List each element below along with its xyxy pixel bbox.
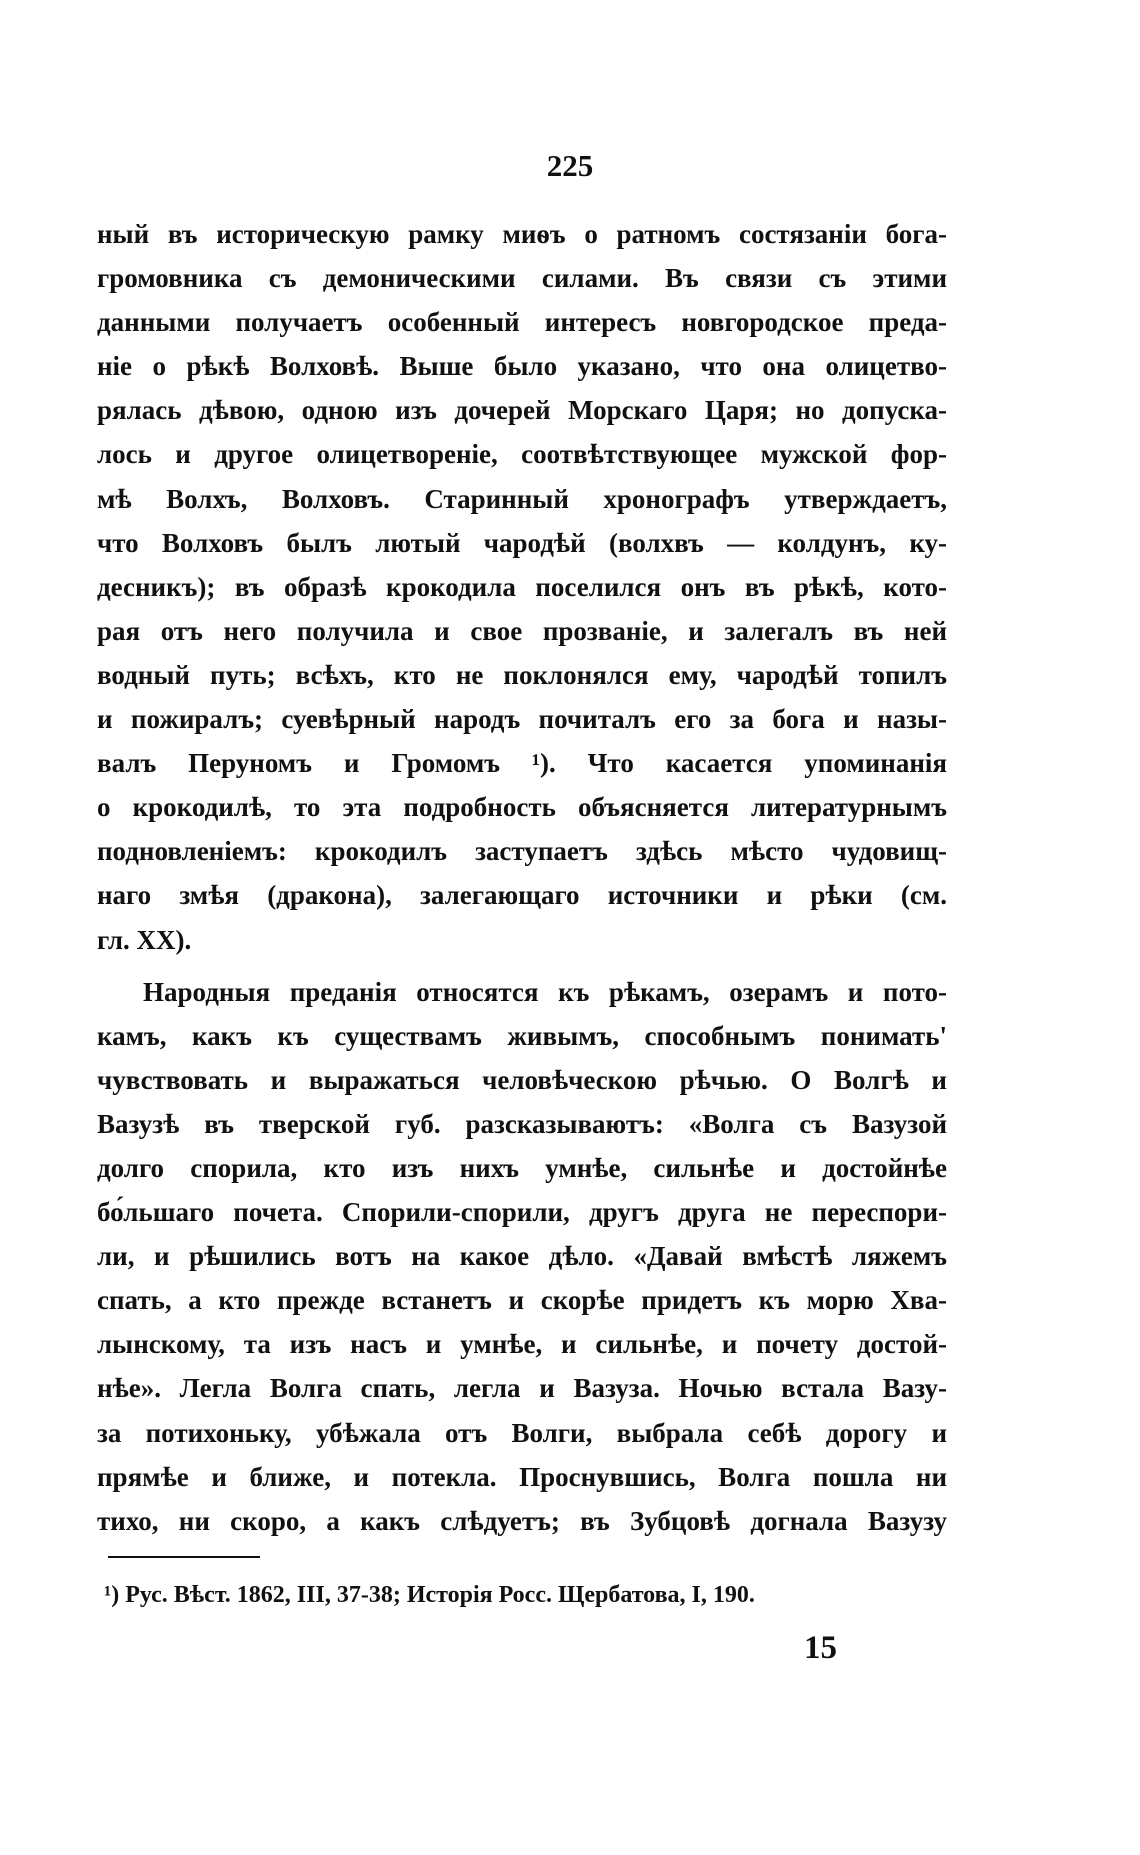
text-line: чувствовать и выражаться человѣческою рѣчью. О Волгѣ и [97,1064,947,1095]
text-line: долго спорила, кто изъ нихъ умнѣе, сильнѣе и достойнѣе [97,1152,947,1183]
text-line: тихо, ни скоро, а какъ слѣдуетъ; въ Зубцовѣ догнала Вазузу [97,1505,947,1536]
text-line: подновленіемъ: крокодилъ заступаетъ здѣсь мѣсто чудовищ- [97,836,947,867]
text-line: данными получаетъ особенный интересъ новгородское преда- [97,307,947,338]
text-line: и пожиралъ; суевѣрный народъ почиталъ его за бога и назы- [97,704,947,735]
text-line: Вазузѣ въ тверской губ. разсказываютъ: «Волга съ Вазузой [97,1108,947,1139]
text-line: громовника съ демоническими силами. Въ связи съ этими [97,263,947,294]
text-line: нѣе». Легла Волга спать, легла и Вазуза. Ночью встала Вазу- [97,1373,947,1404]
page-number: 225 [546,148,594,183]
signature-mark: 15 [804,1630,837,1666]
text-line: о крокодилѣ, то эта подробность объясняется литературнымъ [97,792,947,823]
text-line: прямѣе и ближе, и потекла. Проснувшись, Волга пошла ни [97,1461,947,1492]
paragraph-1 [97,212,947,962]
text-line: ніе о рѣкѣ Волховѣ. Выше было указано, что она олицетво- [97,351,947,382]
text-line: лынскому, та изъ насъ и умнѣе, и сильнѣе, и почету достой- [97,1329,947,1360]
text-line: что Волховъ былъ лютый чародѣй (волхвъ — колдунъ, ку- [97,527,947,558]
text-line: спать, а кто прежде встанетъ и скорѣе придетъ къ морю Хва- [97,1285,947,1316]
text-line: десникъ); въ образѣ крокодила поселился онъ въ рѣкѣ, кото- [97,571,947,602]
text-line: Народныя преданія относятся къ рѣкамъ, озерамъ и пото- [143,976,947,1007]
text-line: водный путь; всѣхъ, кто не поклонялся ему, чародѣй топилъ [97,659,947,690]
text-line: ный въ историческую рамку миѳъ о ратномъ состязаніи бога- [97,219,947,249]
text-line: мѣ Волхъ, Волховъ. Старинный хронографъ утверждаетъ, [97,483,947,514]
text-line: ли, и рѣшились вотъ на какое дѣло. «Давай вмѣстѣ ляжемъ [97,1241,947,1272]
text-line: лось и другое олицетвореніе, соотвѣтствующее мужской фор- [97,439,947,470]
text-line: за потихоньку, убѣжала отъ Волги, выбрала себѣ дорогу и [97,1417,947,1448]
text-line: наго змѣя (дракона), залегающаго источники и рѣки (см. [97,880,947,911]
footnote: ¹) Рус. Вѣст. 1862, III, 37-38; Исторія Росс. Щербатова, I, 190. [104,1582,755,1608]
text-line: рялась дѣвою, одною изъ дочерей Морскаго Царя; но допуска- [97,395,947,426]
footnote-rule [108,1556,260,1558]
text-line: валъ Перуномъ и Громомъ ¹). Что касается упоминанія [97,748,947,779]
text-line: камъ, какъ къ существамъ живымъ, способнымъ понимать' [97,1020,947,1051]
text-line: бо́льшаго почета. Спорили-спорили, другъ друга не переспори- [97,1197,947,1228]
paragraph-gap [97,962,947,970]
text-line: гл. XX). [97,924,192,955]
text-line: рая отъ него получила и свое прозваніе, и залегалъ въ ней [97,615,947,646]
paragraph-2 [97,970,947,1543]
body-text [97,212,947,1543]
